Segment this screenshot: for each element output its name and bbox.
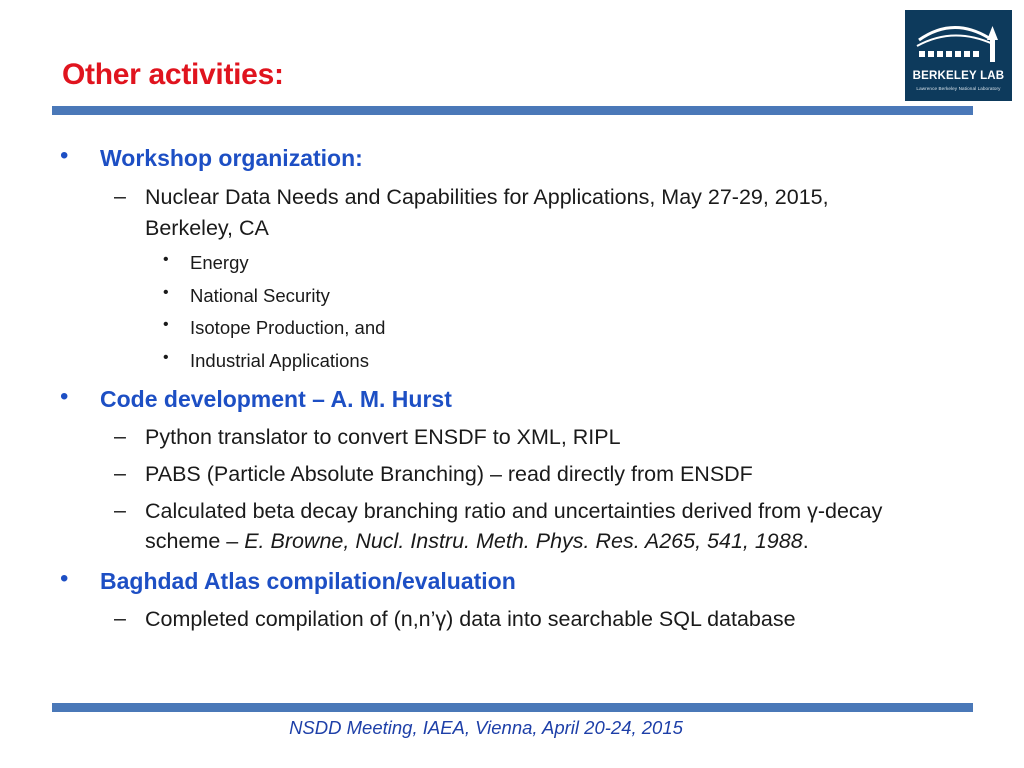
dash-marker: –	[114, 184, 126, 208]
header-rule	[52, 106, 973, 115]
bullet-marker: •	[60, 383, 69, 410]
sub-list-item-text: Industrial Applications	[190, 350, 369, 371]
sub-list-item	[163, 251, 249, 274]
dash-marker: –	[114, 606, 126, 630]
list-item-continuation: Berkeley, CA	[145, 216, 269, 240]
section-heading-text: Workshop organization:	[100, 145, 363, 171]
sub-list-item-text: Energy	[190, 252, 249, 273]
citation-reference: E. Browne, Nucl. Instru. Meth. Phys. Res. A265, 541, 1988	[244, 529, 803, 553]
dash-marker: –	[114, 461, 126, 485]
berkeley-lab-emblem-icon	[913, 18, 1004, 68]
list-item-continuation	[145, 529, 809, 554]
list-item-text: Calculated beta decay branching ratio and uncertainties derived from γ-decay	[145, 499, 883, 523]
bullet-marker: •	[60, 565, 69, 592]
list-item-text: Completed compilation of (n,n’γ) data into searchable SQL database	[145, 607, 796, 631]
sub-list-item	[163, 316, 386, 339]
section-heading-text: Code development – A. M. Hurst	[100, 386, 452, 412]
logo-name: BERKELEY LAB	[912, 70, 1005, 82]
small-bullet-marker: •	[163, 284, 169, 301]
list-item-text: Python translator to convert ENSDF to XML, RIPL	[145, 425, 621, 449]
sub-list-item	[163, 284, 330, 307]
small-bullet-marker: •	[163, 349, 169, 366]
sub-list-item-text: National Security	[190, 285, 330, 306]
section-heading-text: Baghdad Atlas compilation/evaluation	[100, 568, 516, 594]
small-bullet-marker: •	[163, 316, 169, 333]
sub-list-item	[163, 349, 369, 372]
section-heading-baghdad-atlas	[60, 565, 516, 595]
citation-prefix: scheme –	[145, 529, 245, 553]
list-item	[114, 461, 753, 487]
list-item-text: PABS (Particle Absolute Branching) – read directly from ENSDF	[145, 462, 753, 486]
list-item	[114, 606, 796, 632]
berkeley-lab-logo	[905, 10, 1012, 101]
slide-title: Other activities:	[62, 58, 284, 91]
list-item	[114, 184, 829, 210]
footer-rule	[52, 703, 973, 712]
citation-suffix: .	[802, 529, 809, 553]
logo-subtitle: Lawrence Berkeley National Laboratory	[916, 86, 1001, 91]
section-heading-workshop	[60, 142, 363, 172]
list-item	[114, 498, 883, 524]
sub-list-item-text: Isotope Production, and	[190, 317, 386, 338]
list-item	[114, 424, 621, 450]
section-heading-code-development	[60, 383, 452, 413]
dash-marker: –	[114, 424, 126, 448]
bullet-marker: •	[60, 142, 69, 169]
small-bullet-marker: •	[163, 251, 169, 268]
list-item-text: Nuclear Data Needs and Capabilities for Applications, May 27-29, 2015,	[145, 185, 829, 209]
footer-text: NSDD Meeting, IAEA, Vienna, April 20-24, 2015	[289, 717, 683, 738]
dash-marker: –	[114, 498, 126, 522]
